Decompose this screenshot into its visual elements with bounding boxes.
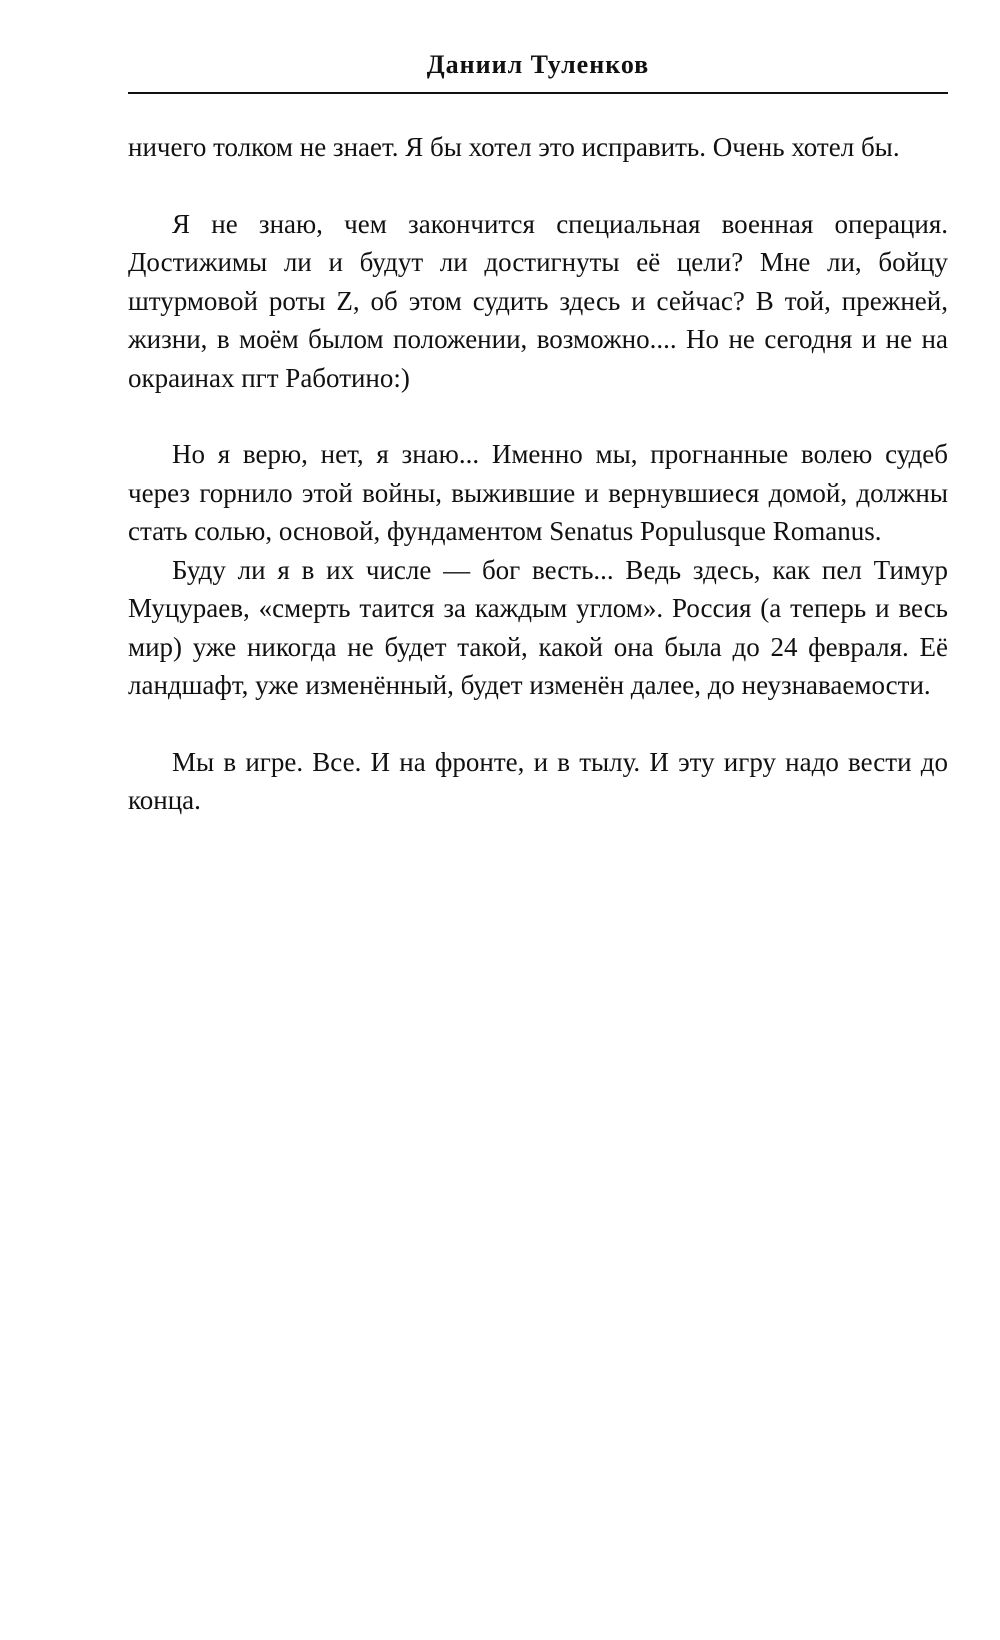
running-header: Даниил Туленков: [426, 50, 650, 79]
paragraph: Буду ли я в их числе — бог весть... Ведь здесь, как пел Тимур Муцураев, «смерть таится за каждым углом». Россия (а теперь и весь мир) уже никогда не будет такой, какой она была до 24 февраля. Её ландшафт, уже изменённый, будет изменён далее, до неузнаваемости.: [128, 554, 948, 700]
header-rule: [128, 92, 948, 94]
paragraph-continuation: ничего толком не знает. Я бы хотел это исправить. Очень хотел бы.: [128, 132, 900, 162]
body-text: [128, 128, 948, 820]
paragraph: Но я верю, нет, я знаю... Именно мы, прогнанные волею судеб через горнило этой войны, выжившие и вернувшиеся домой, должны стать солью, основой, фундаментом Senatus Populusque Romanus.: [128, 439, 948, 546]
paragraph: Мы в игре. Все. И на фронте, и в тылу. И эту игру надо вести до конца.: [128, 746, 948, 815]
paragraph: Я не знаю, чем закончится специальная военная операция. Достижимы ли и будут ли достигнуты её цели? Мне ли, бойцу штурмовой роты Z, об этом судить здесь и сейчас? В той, прежней, жизни, в моём былом положении, возможно.... Но не сегодня и не на окраинах пгт Работино:): [128, 208, 948, 393]
